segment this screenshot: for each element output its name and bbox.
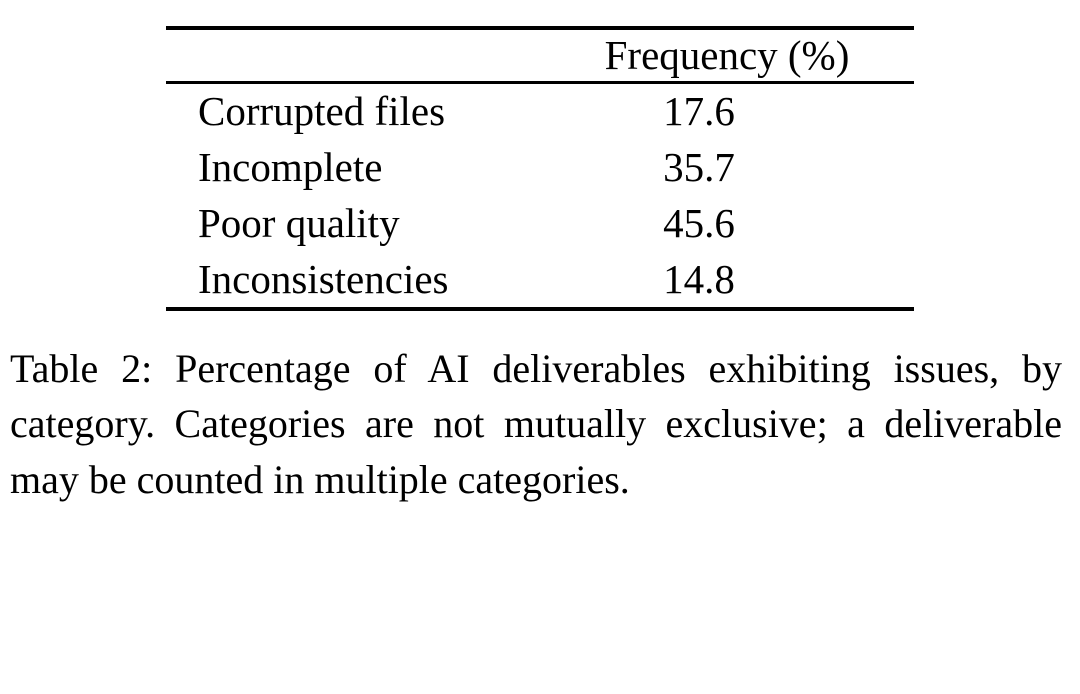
table-row — [166, 196, 914, 252]
table-container — [0, 26, 1080, 311]
table-row — [166, 140, 914, 196]
row-value: 17.6 — [663, 88, 735, 135]
row-label: Incomplete — [198, 144, 383, 190]
paper-table-figure — [0, 26, 1080, 694]
rule-cell-right-bottom — [540, 309, 914, 311]
table-row — [166, 84, 914, 140]
table-caption — [0, 341, 1080, 507]
row-value: 45.6 — [663, 199, 735, 246]
column-header-frequency: Frequency (%) — [604, 32, 850, 78]
table-bottom-rule — [166, 309, 914, 311]
row-value: 14.8 — [663, 255, 735, 302]
row-value: 35.7 — [663, 144, 735, 190]
column-header-blank — [166, 30, 540, 83]
row-label: Corrupted files — [198, 88, 446, 135]
frequency-table — [166, 26, 914, 311]
table-header-row — [166, 30, 914, 83]
rule-cell-left-bottom — [166, 309, 540, 311]
table-row — [166, 252, 914, 310]
row-label: Poor quality — [198, 199, 400, 246]
row-label: Inconsistencies — [198, 255, 449, 302]
table-caption-text: Table 2: Percentage of AI deliverables exhibiting issues, by category. Categories are not mutually exclusive; a deliverable may be counted in multiple categories. — [10, 346, 1062, 502]
